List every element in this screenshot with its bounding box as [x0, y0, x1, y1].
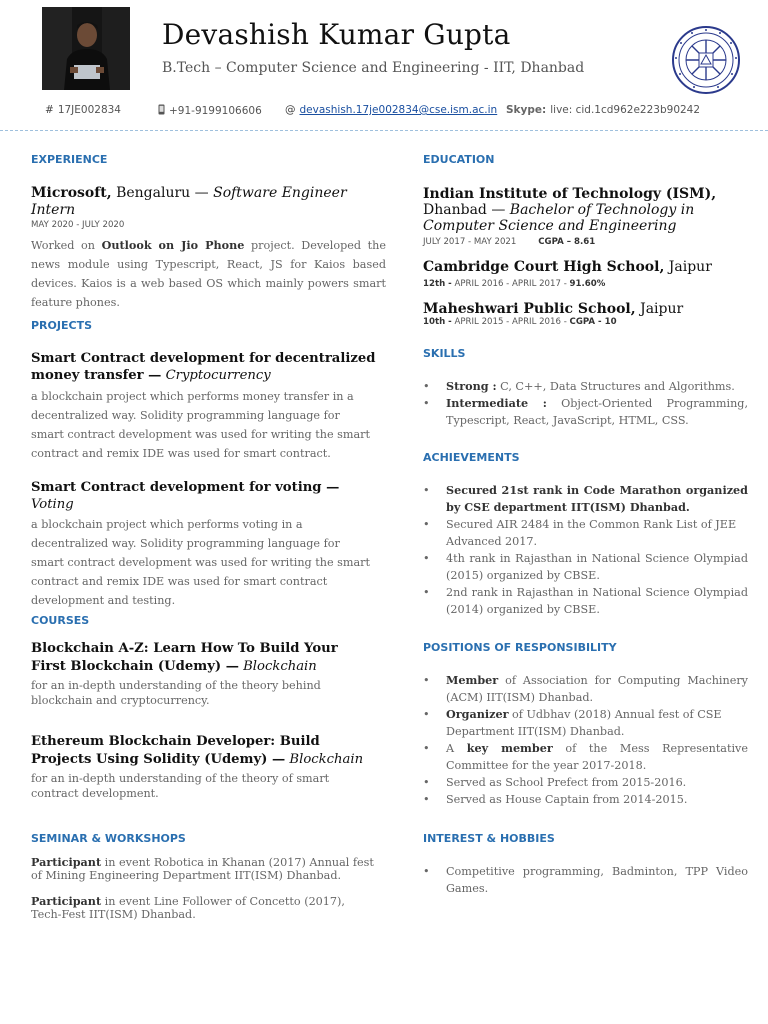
- seminar-item: Participant in event Line Follower of Concetto (2017), Tech-Fest IIT(ISM) Dhanbad.: [31, 894, 345, 921]
- project-description: a blockchain project which performs money transfer in a decentralized way. Solidity programming language for smart contract development was used for writing the smart contract and remix IDE was used for smart contract.: [31, 390, 370, 460]
- list-item: • Secured AIR 2484 in the Common Rank List of JEE Advanced 2017.: [423, 516, 748, 550]
- skype-label: Skype:: [506, 104, 547, 116]
- education-item: [423, 259, 753, 289]
- education-title: Cambridge Court High School, Jaipur: [423, 259, 712, 275]
- list-item: • 2nd rank in Rajasthan in National Science Olympiad (2014) organized by CBSE.: [423, 584, 748, 618]
- course-title: Ethereum Blockchain Developer: Build Projects Using Solidity (Udemy) — Blockchain: [31, 734, 364, 767]
- experience-heading: EXPERIENCE: [31, 153, 108, 166]
- experience-item: [31, 185, 386, 312]
- experience-title: Microsoft, Bengaluru — Software Engineer Intern: [31, 185, 347, 218]
- list-item: • 4th rank in Rajasthan in National Science Olympiad (2015) organized by CBSE.: [423, 550, 748, 584]
- course-description: for an in-depth understanding of the theory behind blockchain and cryptocurrency.: [31, 679, 321, 707]
- interests-list: [423, 863, 748, 897]
- candidate-name: Devashish Kumar Gupta: [162, 18, 511, 51]
- list-item: • Member of Association for Computing Machinery (ACM) IIT(ISM) Dhanbad.: [423, 672, 748, 706]
- skype-contact: Skype: live: cid.1cd962e223b90242: [506, 104, 701, 116]
- project-description: a blockchain project which performs voting in a decentralized way. Solidity programming language for smart contract development was used for writing the smart contract and remix IDE was used for smart contract development and testing.: [31, 518, 370, 607]
- education-date: 10th - APRIL 2015 - APRIL 2016 - CGPA - 10: [423, 316, 617, 327]
- projects-heading: PROJECTS: [31, 319, 92, 332]
- course-item: [31, 640, 376, 708]
- phone-icon: [158, 105, 165, 117]
- list-item: • Organizer of Udbhav (2018) Annual fest of CSE Department IIT(ISM) Dhanbad.: [423, 706, 748, 740]
- person-photo-icon: [42, 7, 130, 90]
- list-item: • Served as House Captain from 2014-2015.: [423, 791, 748, 808]
- education-title: Maheshwari Public School, Jaipur: [423, 301, 684, 317]
- at-icon: @: [285, 104, 296, 116]
- course-title: Blockchain A-Z: Learn How To Build Your First Blockchain (Udemy) — Blockchain: [31, 641, 338, 674]
- seminar-heading: SEMINAR & WORKSHOPS: [31, 832, 186, 845]
- header-divider: [0, 130, 768, 131]
- email-contact: [285, 104, 497, 116]
- phone-number: +91-9199106606: [158, 104, 262, 117]
- achievements-heading: ACHIEVEMENTS: [423, 451, 520, 464]
- education-date: 12th - APRIL 2016 - APRIL 2017 - 91.60%: [423, 278, 606, 289]
- seminar-item: Participant in event Robotica in Khanan (2017) Annual fest of Mining Engineering Department IIT(ISM) Dhanbad.: [31, 855, 374, 882]
- experience-description: Worked on Outlook on Jio Phone project. Developed the news module using Typescript, React, JS for Kaios based devices. Kaios is a web based OS which mainly powers smart feature phones.: [31, 238, 387, 309]
- achievements-list: [423, 482, 748, 618]
- email-link[interactable]: devashish.17je002834@cse.ism.ac.in: [299, 104, 498, 116]
- education-item: [423, 186, 753, 247]
- iit-ism-seal-logo: [670, 24, 742, 96]
- skills-list: [423, 378, 748, 429]
- roll-number: # 17JE002834: [45, 104, 121, 116]
- project-title: Smart Contract development for decentralized money transfer — Cryptocurrency: [31, 351, 376, 383]
- list-item: • Strong : C, C++, Data Structures and Algorithms.: [423, 378, 748, 395]
- project-item: [31, 351, 376, 463]
- list-item: • Secured 21st rank in Code Marathon organized by CSE department IIT(ISM) Dhanbad.: [423, 482, 748, 516]
- candidate-degree: B.Tech – Computer Science and Engineering - IIT, Dhanbad: [162, 60, 585, 76]
- project-title: Smart Contract development for voting — Voting: [31, 480, 340, 512]
- list-item: • Intermediate : Object-Oriented Programming, Typescript, React, JavaScript, HTML, CSS.: [423, 395, 748, 429]
- list-item: • A key member of the Mess Representative Committee for the year 2017-2018.: [423, 740, 748, 774]
- experience-date: MAY 2020 - JULY 2020: [31, 220, 125, 230]
- course-description: for an in-depth understanding of the theory of smart contract development.: [31, 772, 330, 800]
- courses-heading: COURSES: [31, 614, 90, 627]
- education-heading: EDUCATION: [423, 153, 495, 166]
- education-item: [423, 301, 753, 327]
- interests-heading: INTEREST & HOBBIES: [423, 832, 555, 845]
- course-item: [31, 733, 376, 801]
- project-item: [31, 480, 383, 610]
- list-item: • Competitive programming, Badminton, TPP Video Games.: [423, 863, 748, 897]
- skills-heading: SKILLS: [423, 347, 466, 360]
- education-title: Indian Institute of Technology (ISM), Dhanbad — Bachelor of Technology in Computer Science and Engineering: [423, 186, 717, 234]
- hash-icon: #: [45, 104, 54, 116]
- positions-list: [423, 672, 748, 808]
- positions-heading: POSITIONS OF RESPONSIBILITY: [423, 641, 617, 654]
- education-date: JULY 2017 - MAY 2021 CGPA – 8.61: [423, 237, 596, 247]
- list-item: • Served as School Prefect from 2015-2016.: [423, 774, 748, 791]
- profile-photo: [42, 7, 130, 90]
